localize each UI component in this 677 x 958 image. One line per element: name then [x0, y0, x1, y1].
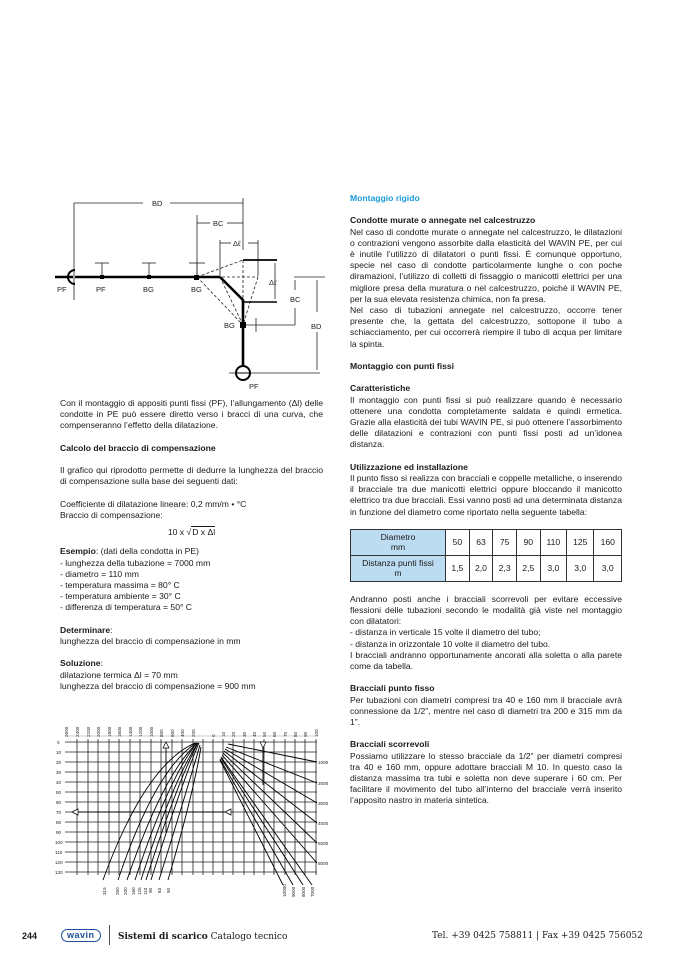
diameter-label: 90 — [148, 887, 153, 893]
footer-brand — [118, 931, 287, 942]
diameter-label: 125 — [137, 887, 142, 895]
length-label: 4000 — [318, 821, 329, 826]
tick: 100 — [314, 729, 319, 737]
label-bg-2: BG — [191, 285, 202, 294]
diameter-label: 63 — [157, 887, 162, 893]
table-cell: 3,0 — [594, 555, 622, 581]
label-bc-top: BC — [213, 219, 224, 228]
page-number: 244 — [22, 931, 38, 941]
table-row-header: Distanza punti fissi m — [351, 555, 446, 581]
y-tick: 80 — [56, 820, 62, 825]
solution-item: lunghezza del braccio di compensazione = 900 mm — [60, 680, 256, 691]
diameter-label: 50 — [166, 887, 171, 893]
brand-rest: Catalogo tecnico — [207, 932, 288, 942]
label-pf-3: PF — [249, 382, 259, 390]
diameter-label: 200 — [123, 887, 128, 895]
s6-paragraph: Possiamo utilizzare lo stesso bracciale da 1/2” per diametri compresi tra 40 e 160 mm, oppure adottare bracciali M 10. In questo caso la distanza massima tra tubi e soletta non deve superare i 60 cm. Per facilitare il movimento del tubo all’interno del bracciale verrà inserito l’apposito nastro in materia sintetica. — [350, 750, 622, 806]
after-table-paragraph: Andranno posti anche i bracciali scorrevoli per evitare eccessive flessioni delle tubazioni secondo le modalità già viste nel montaggio con dilatatori: — [350, 593, 622, 627]
table-cell: 1,5 — [446, 555, 470, 581]
table-cell: 2,0 — [469, 555, 493, 581]
table-row — [351, 529, 622, 555]
s1-paragraph-1: Nel caso di condotte murate o annegate nel calcestruzzo, le dilatazioni o contrazioni vengono assorbite dalla elasticità del WAVIN PE, per cui è inutile l’utilizzo di dilatatori o punti fissi. È comunque opportuno, specie nel caso di condotte particolarmente lunghe o con poche diramazioni, l’utilizzo di colletti di fissaggio o manicotti elettrici per una migliore presa della muratura o nel calcestruzzo, poichè il WAVIN PE, per la sua elevata resistenza chimica, non fa presa. — [350, 226, 622, 304]
s5-paragraph: Per tubazioni con diametri compresi tra 40 e 160 mm il bracciale avrà connessione da 1/2”, mentre nel caso di diametri tra 200 e 315 mm da 1”. — [350, 694, 622, 728]
tick: 1400 — [128, 726, 133, 737]
example-item: - lunghezza della tubazione = 7000 mm — [60, 557, 211, 568]
length-label: 6000 — [318, 861, 329, 866]
fixed-point-pipe-diagram — [55, 190, 335, 390]
after-tail: I bracciali andranno opportunamente ancorati alla soletta o alla parete come da tabella. — [350, 649, 622, 672]
y-tick: 120 — [55, 860, 63, 865]
table-cell: 2,3 — [493, 555, 517, 581]
tick: 1600 — [117, 726, 122, 737]
label-pf-2: PF — [96, 285, 106, 294]
label-pf-1: PF — [57, 285, 67, 294]
y-tick: 30 — [56, 770, 62, 775]
length-label: 10000 — [282, 884, 287, 897]
length-label: 8000 — [301, 886, 306, 897]
y-tick: 0 — [57, 740, 60, 745]
length-label: 5000 — [318, 841, 329, 846]
tick: 1200 — [138, 726, 143, 737]
determine-text: lunghezza del braccio di compensazione in mm — [60, 636, 241, 646]
solution-label: Soluzione — [60, 658, 101, 669]
after-list-item: - distanza in verticale 15 volte il diametro del tubo; — [350, 627, 541, 638]
brand-bold: Sistemi di scarico — [118, 932, 208, 942]
s3-paragraph: Il montaggio con punti fissi si può realizzare quando è necessario ottenere una condotta completamente saldata e quindi ermetica. Grazie alla elasticità dei tubi WAVIN PE, si può ottenere l’assorbimento delle dilatazioni e contrazioni con punti fissi posti ad un’idonea distanza. — [350, 394, 622, 450]
tick: 10 — [221, 731, 226, 737]
after-list-item: - distanza in orizzontale 10 volte il diametro del tubo. — [350, 638, 551, 649]
table-cell: 63 — [469, 529, 493, 555]
formula-prefix: 10 x — [167, 527, 187, 538]
y-tick: 60 — [56, 800, 62, 805]
formula — [60, 527, 323, 538]
example-item: - diametro = 110 mm — [60, 568, 139, 579]
y-tick: 90 — [56, 830, 62, 835]
label-bg-3: BG — [224, 321, 235, 330]
tick: 90 — [303, 731, 308, 737]
s1-heading: Condotte murate o annegate nel calcestruzzo — [350, 215, 536, 226]
label-bg-1: BG — [143, 285, 154, 294]
label-bc-right: BC — [290, 295, 301, 304]
tick: 80 — [293, 731, 298, 737]
s1-paragraph-2: Nel caso di tubazioni annegate nel calcestruzzo, occorre tener presente che, la gettata del calcestruzzo, sottopone il tubo a schiacciamento, per cui occorrerà riempire il tubo di acqua per limitare la spinta. — [350, 305, 622, 349]
diameter-label: 110 — [143, 887, 148, 895]
table-cell: 125 — [567, 529, 594, 555]
tick: 2600 — [64, 726, 69, 737]
table-cell: 75 — [493, 529, 517, 555]
length-label: 1000 — [318, 760, 329, 765]
tick: 60 — [272, 731, 277, 737]
coefficient-line: Coefficiente di dilatazione lineare: 0,2 mm/m • °C — [60, 498, 247, 509]
table-cell: 3,0 — [567, 555, 594, 581]
example-item: - differenza di temperatura = 50° C — [60, 602, 193, 613]
table-row — [351, 555, 622, 581]
tick: 2400 — [75, 726, 80, 737]
calc-paragraph: Il grafico qui riprodotto permette di dedurre la lunghezza del braccio di compensazione sulla base dei seguenti dati: — [60, 465, 323, 487]
formula-root: D x Δl — [192, 527, 216, 538]
tick: 40 — [252, 731, 257, 737]
tick: 2200 — [86, 726, 91, 737]
example-line — [60, 546, 323, 557]
tick: 400 — [180, 729, 185, 737]
diameter-label: 315 — [102, 887, 107, 895]
length-label: 2000 — [318, 781, 329, 786]
y-tick: 100 — [55, 840, 63, 845]
arm-label: Braccio di compensazione: — [60, 509, 163, 520]
y-tick: 110 — [55, 850, 63, 855]
label-bd-top: BD — [152, 199, 163, 208]
label-bd-right: BD — [311, 322, 322, 331]
length-label: 7000 — [310, 886, 315, 897]
tick: 1800 — [107, 726, 112, 737]
tick: 1000 — [149, 726, 154, 737]
label-delta-top: Δℓ — [233, 239, 241, 248]
tick: 30 — [242, 731, 247, 737]
tick: 50 — [262, 731, 267, 737]
y-tick: 70 — [56, 810, 62, 815]
table-cell: 3,0 — [540, 555, 566, 581]
tick: 70 — [283, 731, 288, 737]
s6-heading: Bracciali scorrevoli — [350, 739, 430, 750]
s4-heading: Utilizzazione ed installazione — [350, 461, 468, 472]
footer-divider — [109, 925, 110, 945]
intro-paragraph: Con il montaggio di appositi punti fissi (PF), l’allungamento (Δl) delle condotte in PE può essere diretto verso i bracci di una curva, che compenseranno l’effetto della dilatazione. — [60, 398, 323, 431]
table-cell: 2,5 — [516, 555, 540, 581]
y-tick: 40 — [56, 780, 62, 785]
y-tick: 130 — [55, 870, 63, 875]
example-item: - temperatura massima = 80° C — [60, 580, 180, 590]
section-title: Montaggio rigido — [350, 193, 420, 203]
table-cell: 90 — [516, 529, 540, 555]
right-column — [350, 193, 622, 807]
length-label: 9000 — [291, 886, 296, 897]
tick: 2000 — [96, 726, 101, 737]
tick: 600 — [170, 729, 175, 737]
s5-heading: Bracciali punto fisso — [350, 683, 435, 694]
example-rest: : (dati della condotta in PE) — [95, 546, 200, 557]
footer-contact: Tel. +39 0425 758811 | Fax +39 0425 756052 — [432, 931, 643, 941]
solution-item: dilatazione termica Δl = 70 mm — [60, 669, 178, 680]
table-cell: 160 — [594, 529, 622, 555]
compensation-arm-nomogram — [55, 725, 330, 897]
example-item: - temperatura ambiente = 30° C — [60, 591, 181, 602]
example-label: Esempio — [60, 546, 96, 557]
left-column: Con il montaggio di appositi punti fissi (PF), l’allungamento (Δl) delle condotte in PE può essere diretto verso i bracci di una curva, che compenseranno l’effetto della dilatazione. Calcolo del braccio di compensazione Il grafico qui riprodotto permette di dedurre la lunghezza del braccio di compensazione sulla base dei seguenti dati: Coefficiente di dilatazione lineare: 0,2 mm/m • °C Braccio di compensazione: 10 x √D x Δl Esempio: (dati della condotta in PE) - lunghezza della tubazione = 7000 mm - diametro = 110 mm - temperatura massima = 80° C - temperatura ambiente = 30° C - differenza di temperatura = 50° C Determinare: lunghezza del braccio di compensazione in mm Soluzione: dilatazione termica Δl = 70 mm lunghezza del braccio di compensazione = 900 mm — [60, 398, 323, 691]
determine-label: Determinare — [60, 624, 111, 635]
tick: 20 — [231, 731, 236, 737]
calc-heading: Calcolo del braccio di compensazione — [60, 442, 216, 453]
tick: 800 — [159, 729, 164, 737]
label-delta-right: Δℓ — [269, 278, 277, 287]
tick: 0 — [211, 734, 216, 737]
sqrt-icon: √ — [186, 527, 192, 538]
y-tick: 50 — [56, 790, 62, 795]
s2-heading: Montaggio con punti fissi — [350, 361, 455, 372]
table-row-header: Diametro mm — [351, 529, 446, 555]
tick: 200 — [191, 729, 196, 737]
length-label: 3000 — [318, 801, 329, 806]
fixed-point-distance-table — [350, 529, 622, 582]
diameter-label: 250 — [115, 887, 120, 895]
s3-heading: Caratteristiche — [350, 383, 411, 394]
table-cell: 50 — [446, 529, 470, 555]
diameter-label: 160 — [131, 887, 136, 895]
table-cell: 110 — [540, 529, 566, 555]
s4-paragraph: Il punto fisso si realizza con bracciali e coppelle metalliche, o inserendo il bracciale tra due manicotti elettrici oppure bloccando il manicotto elettrico tra due bracciali. Essi vanno posti ad una determinata distanza in funzione del diametro come riportato nella seguente tabella: — [350, 473, 622, 517]
y-tick: 20 — [56, 760, 62, 765]
y-tick: 10 — [56, 750, 62, 755]
wavin-logo: wavin — [61, 929, 101, 942]
